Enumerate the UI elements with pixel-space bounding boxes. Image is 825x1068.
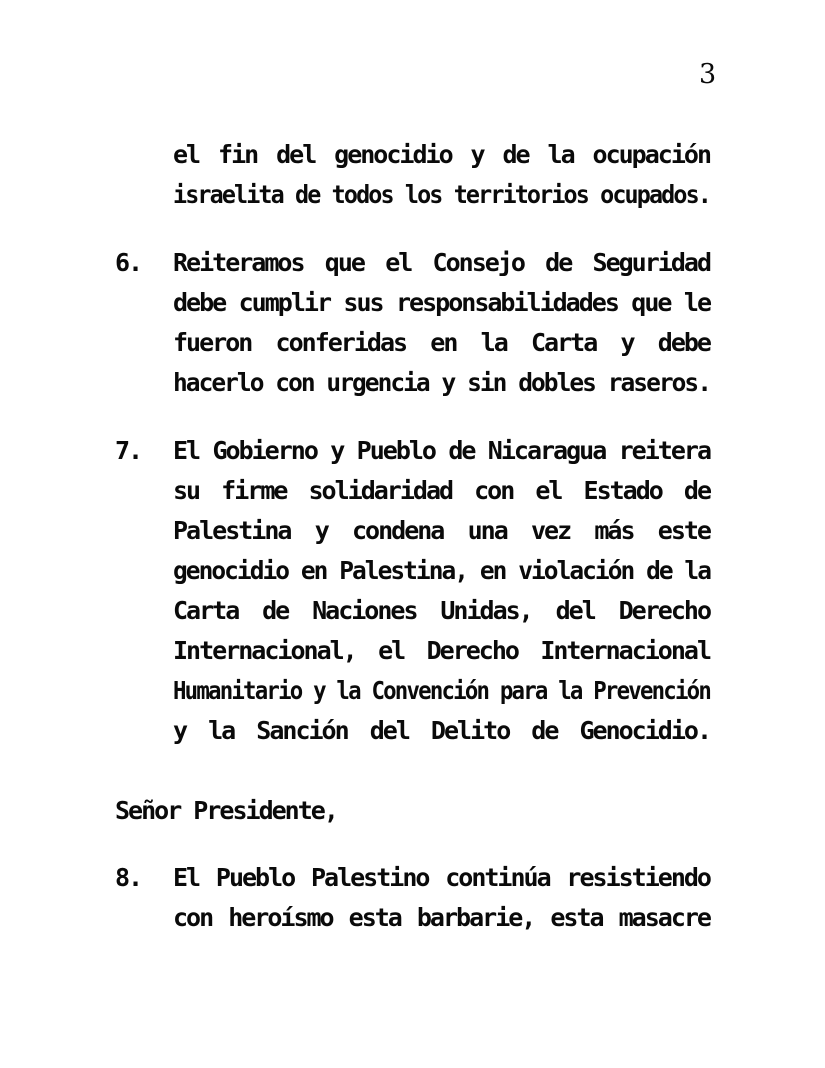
text-line: [173, 711, 710, 751]
text-line-content: genocidio en Palestina, en violación de la: [173, 556, 710, 585]
text-line: [173, 551, 710, 591]
text-line-content: fueron conferidas en la Carta y debe: [173, 328, 710, 357]
paragraph-intro-continuation: [173, 135, 710, 215]
text-line: [173, 135, 710, 175]
text-line-content: Carta de Naciones Unidas, del Derecho: [173, 596, 710, 625]
text-line-content: Humanitario y la Convención para la Prevención: [173, 676, 710, 705]
text-line: [173, 591, 710, 631]
page-number: 3: [699, 59, 717, 90]
text-line: [173, 175, 710, 215]
text-line-content: debe cumplir sus responsabilidades que le: [173, 288, 710, 317]
text-line-content: El Gobierno y Pueblo de Nicaragua reitera: [173, 436, 710, 465]
text-line-content: Palestina y condena una vez más este: [173, 516, 710, 545]
text-line-content: hacerlo con urgencia y sin dobles raseros.: [173, 368, 710, 397]
text-line: [173, 631, 710, 671]
text-line: [173, 471, 710, 511]
text-line: [115, 791, 710, 831]
text-line-content: el fin del genocidio y de la ocupación: [173, 140, 710, 169]
text-line: [173, 858, 710, 898]
salutation: [115, 791, 710, 831]
text-line: [173, 431, 710, 471]
text-line: [173, 511, 710, 551]
text-line-content: con heroísmo esta barbarie, esta masacre: [173, 903, 710, 932]
text-line: [173, 323, 710, 363]
paragraph-7: [115, 431, 710, 751]
text-line-content: israelita de todos los territorios ocupados.: [173, 180, 710, 209]
paragraph-6-number: 6.: [115, 248, 142, 277]
paragraph-6: [115, 243, 710, 403]
text-line-content: El Pueblo Palestino continúa resistiendo: [173, 863, 710, 892]
text-line-content: Internacional, el Derecho Internacional: [173, 636, 710, 665]
text-line-content: y la Sanción del Delito de Genocidio.: [173, 716, 710, 745]
paragraph-8: [115, 858, 710, 938]
paragraph-8-number: 8.: [115, 863, 142, 892]
text-line: [173, 243, 710, 283]
paragraph-7-number: 7.: [115, 436, 142, 465]
text-line-content: Señor Presidente,: [115, 796, 337, 825]
text-line: [173, 363, 710, 403]
text-line-content: su firme solidaridad con el Estado de: [173, 476, 710, 505]
text-line-content: Reiteramos que el Consejo de Seguridad: [173, 248, 710, 277]
text-line: [173, 283, 710, 323]
text-line: [173, 671, 710, 711]
text-line: [173, 898, 710, 938]
